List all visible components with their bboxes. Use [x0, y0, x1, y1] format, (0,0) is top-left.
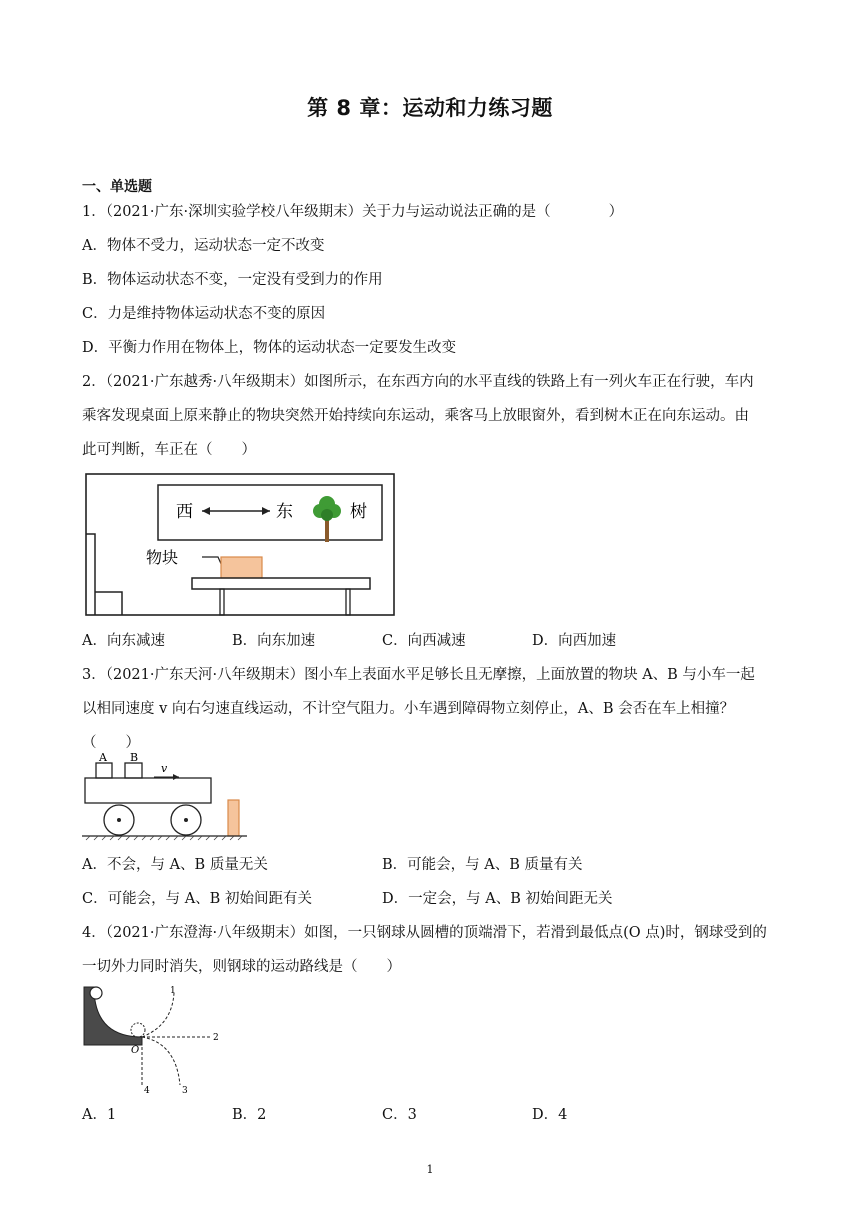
block-b: [125, 763, 142, 778]
q1-stem: 1．（2021·广东·深圳实验学校八年级期末）关于力与运动说法正确的是（ ）: [82, 204, 624, 220]
q2-option-b: B．向东加速: [232, 633, 316, 649]
label-east: 东: [276, 502, 293, 522]
tree-icon: [313, 496, 341, 542]
q4-stem-line-1: 4．（2021·广东澄海·八年级期末）如图，一只钢球从圆槽的顶端滑下，若滑到最低点(O 点)时，钢球受到的: [82, 925, 767, 941]
page-number: 1: [426, 1163, 434, 1176]
q3-figure-cart: [82, 751, 254, 842]
arrow-head-left: [202, 507, 210, 515]
q4-figure-track: [82, 985, 227, 1095]
q4-option-b: B．2: [232, 1107, 267, 1123]
seat: [95, 592, 122, 615]
block-a: [96, 763, 112, 778]
path-1: [142, 993, 174, 1037]
section-heading: 一、单选题: [82, 179, 152, 195]
block-a-label: A: [99, 751, 107, 764]
q4-stem-line-2: 一切外力同时消失，则钢球的运动路线是（ ）: [82, 959, 401, 975]
page-title: 第 8 章：运动和力练习题: [307, 96, 553, 120]
q2-stem-line-1: 2．（2021·广东越秀·八年级期末）如图所示，在东西方向的水平直线的铁路上有一列火车正在行驶，车内: [82, 374, 754, 390]
q3-stem-line-3: （ ）: [82, 735, 140, 751]
block-b-label: B: [130, 751, 139, 764]
path-3-label: 3: [182, 1086, 188, 1096]
cart-body: [85, 778, 211, 803]
q3-option-a: A．不会，与 A、B 质量无关: [82, 857, 268, 873]
train-car-outline: [86, 474, 394, 615]
q1-option-b: B．物体运动状态不变，一定没有受到力的作用: [82, 272, 383, 288]
seat-back: [86, 534, 95, 615]
q4-option-c: C．3: [382, 1107, 417, 1123]
q1-option-c: C．力是维持物体运动状态不变的原因: [82, 306, 326, 322]
q1-option-a: A．物体不受力，运动状态一定不改变: [82, 238, 325, 254]
q3-stem-line-2: 以相同速度 v 向右匀速直线运动，不计空气阻力。小车遇到障碍物立刻停止，A、B 会否在车上相撞？: [82, 701, 735, 717]
q4-option-d: D．4: [532, 1107, 568, 1123]
table-leg-right: [346, 589, 350, 615]
path-1-label: 1: [170, 986, 176, 996]
point-o-label: O: [131, 1045, 140, 1056]
q4-option-a: A．1: [82, 1107, 117, 1123]
q2-option-a: A．向东减速: [82, 633, 165, 649]
q2-option-c: C．向西减速: [382, 633, 466, 649]
q3-option-c: C．可能会，与 A、B 初始间距有关: [82, 891, 312, 907]
label-tree: 树: [350, 502, 367, 522]
table-leg-left: [220, 589, 224, 615]
steel-ball: [90, 987, 102, 999]
block: [221, 557, 262, 578]
table-top: [192, 578, 370, 589]
q3-option-d: D．一定会，与 A、B 初始间距无关: [382, 891, 613, 907]
q1-option-d: D．平衡力作用在物体上，物体的运动状态一定要发生改变: [82, 340, 457, 356]
q3-option-b: B．可能会，与 A、B 质量有关: [382, 857, 583, 873]
label-west: 西: [176, 502, 193, 522]
path-4-label: 4: [144, 1086, 150, 1096]
path-3: [142, 1037, 180, 1085]
ball-at-o: [131, 1023, 145, 1037]
q2-stem-line-3: 此可判断，车正在（ ）: [82, 442, 256, 458]
obstacle: [228, 800, 239, 836]
label-block: 物块: [146, 548, 179, 567]
block-leader-line: [202, 557, 222, 566]
velocity-arrow-head: [173, 774, 179, 780]
q2-option-d: D．向西加速: [532, 633, 617, 649]
velocity-label: v: [161, 762, 168, 775]
q2-figure-train: [82, 472, 398, 618]
arrow-head-right: [262, 507, 270, 515]
path-2-label: 2: [213, 1033, 219, 1043]
q2-stem-line-2: 乘客发现桌面上原来静止的物块突然开始持续向东运动，乘客马上放眼窗外，看到树木正在向东运动。由: [82, 408, 749, 424]
q3-stem-line-1: 3．（2021·广东天河·八年级期末）图小车上表面水平足够长且无摩擦，上面放置的物块 A、B 与小车一起: [82, 667, 755, 683]
